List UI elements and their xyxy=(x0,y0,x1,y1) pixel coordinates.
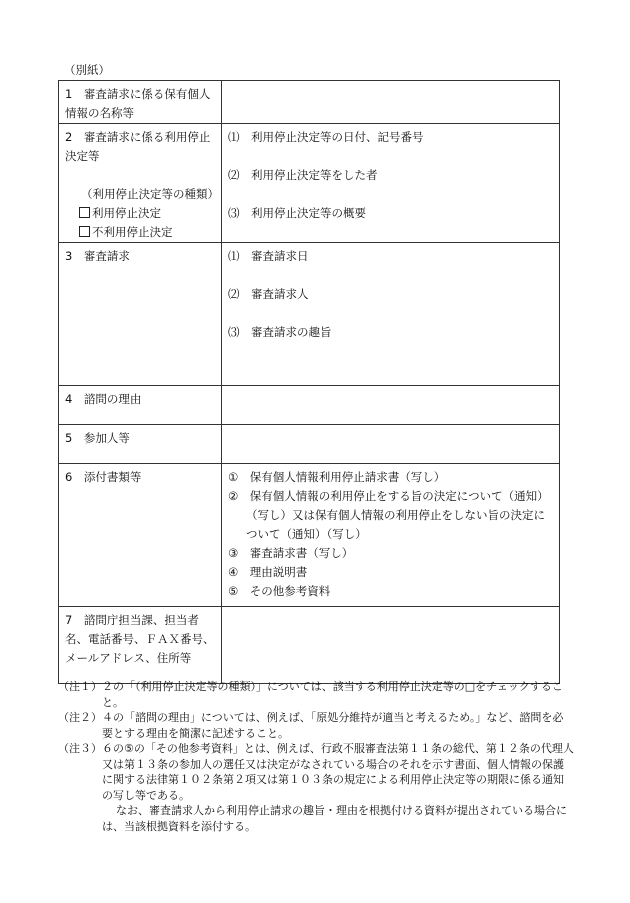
table-row xyxy=(59,464,560,607)
note-text: ２の「（利用停止決定等の種類）」については、該当する利用停止決定等の□をチェックすること。 xyxy=(102,680,563,709)
table-row xyxy=(59,425,560,464)
note-2 xyxy=(58,710,574,741)
list-item: ⑵ 審査請求人 xyxy=(228,287,309,301)
table-row xyxy=(59,607,560,684)
table-row xyxy=(59,386,560,425)
table-row xyxy=(59,81,560,124)
row3-label-cell xyxy=(59,243,222,386)
row2-label-cell xyxy=(59,124,222,243)
list-item: ⑶ 審査請求の趣旨 xyxy=(228,325,332,339)
row1-content-cell[interactable] xyxy=(222,81,560,124)
row7-label-cell xyxy=(59,607,222,684)
row4-label: 4 諮問の理由 xyxy=(65,392,142,406)
row2-content-cell[interactable] xyxy=(222,124,560,243)
list-item: ③ 審査請求書（写し） xyxy=(228,546,354,560)
list-item: ⑤ その他参考資料 xyxy=(228,584,331,598)
row6-content-cell[interactable] xyxy=(222,464,560,607)
notes-section xyxy=(58,679,574,834)
row3-content-cell[interactable] xyxy=(222,243,560,386)
table-row xyxy=(59,243,560,386)
row5-content-cell[interactable] xyxy=(222,425,560,464)
row7-label: 7 諮問庁担当課、担当者名、電話番号、ＦＡＸ番号、メールアドレス、住所等 xyxy=(65,613,215,665)
note-1 xyxy=(58,679,574,710)
list-item: ① 保有個人情報利用停止請求書（写し） xyxy=(228,470,446,484)
checkbox-icon[interactable] xyxy=(79,226,90,237)
row6-label-cell xyxy=(59,464,222,607)
inquiry-form-table xyxy=(58,80,560,684)
row5-label-cell xyxy=(59,425,222,464)
row6-label: 6 添付書類等 xyxy=(65,470,142,484)
row4-content-cell[interactable] xyxy=(222,386,560,425)
list-item: ② 保有個人情報の利用停止をする旨の決定について（通知）（写し）又は保有個人情報の利用停止をしない旨の決定について（通知）（写し） xyxy=(228,489,549,541)
list-item: ⑶ 利用停止決定等の概要 xyxy=(228,206,366,220)
checkbox-non-stop-decision[interactable]: 不利用停止決定 xyxy=(65,223,216,242)
checkbox-stop-decision[interactable]: 利用停止決定 xyxy=(65,204,216,223)
checkbox-icon[interactable] xyxy=(79,207,90,218)
note-3 xyxy=(58,741,574,803)
row2-label: 2 審査請求に係る利用停止決定等 xyxy=(65,130,211,163)
list-item: ④ 理由説明書 xyxy=(228,565,308,579)
row1-label: 1 審査請求に係る保有個人情報の名称等 xyxy=(65,87,211,120)
row5-label: 5 参加人等 xyxy=(65,431,130,445)
note-tag: （注３） xyxy=(58,742,102,755)
list-item: ⑴ 利用停止決定等の日付、記号番号 xyxy=(228,130,424,144)
note-text: ４の「諮問の理由」については、例えば、「原処分維持が適当と考えるため。」など、諮問を必要とする理由を簡潔に記述すること。 xyxy=(102,711,564,740)
note-tag: （注２） xyxy=(58,711,102,724)
row3-label: 3 審査請求 xyxy=(65,249,130,263)
note-tag: （注１） xyxy=(58,680,102,693)
note-text: ６の⑤の「その他参考資料」とは、例えば、行政不服審査法第１１条の総代、第１２条の代理人又は第１３条の参加人の選任又は決定がなされている場合のそれを示す書面、個人情報の保護に関する法律第１０２条第２項又は第１０３条の規定による利用停止決定等の期限に係る通知の写し等である。 xyxy=(102,742,574,802)
list-item: ⑵ 利用停止決定等をした者 xyxy=(228,168,378,182)
row4-label-cell xyxy=(59,386,222,425)
table-row xyxy=(59,124,560,243)
attachment-label: （別紙） xyxy=(64,63,110,77)
note-extra: なお、審査請求人から利用停止請求の趣旨・理由を根拠付ける資料が提出されている場合には、当該根拠資料を添付する。 xyxy=(102,804,567,833)
row1-label-cell xyxy=(59,81,222,124)
row7-content-cell[interactable] xyxy=(222,607,560,684)
kinds-title: （利用停止決定等の種類） xyxy=(81,187,219,201)
list-item: ⑴ 審査請求日 xyxy=(228,249,309,263)
